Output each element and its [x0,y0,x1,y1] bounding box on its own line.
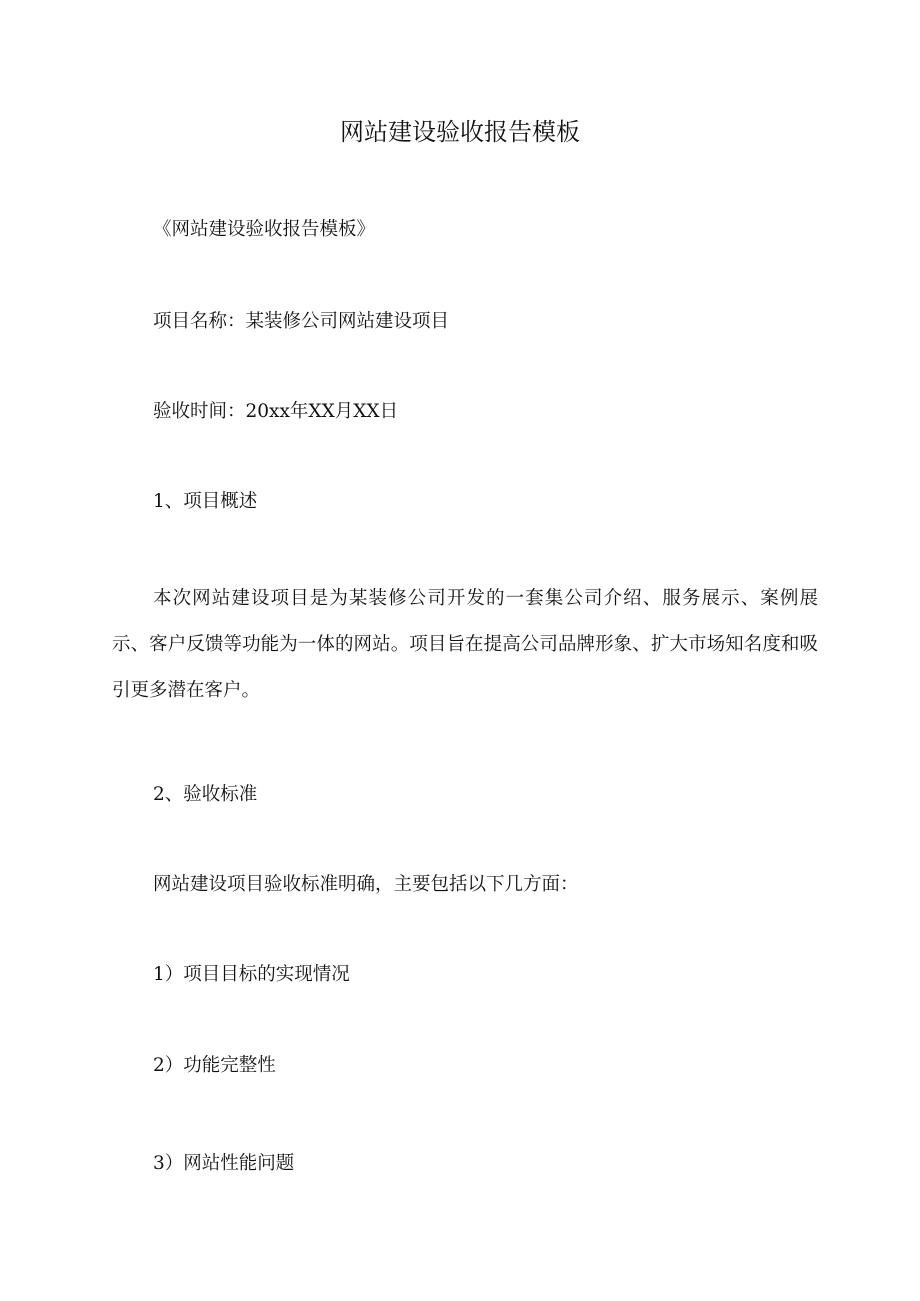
criteria-intro: 网站建设项目验收标准明确，主要包括以下几方面： [153,874,579,895]
overview-paragraph: 本次网站建设项目是为某装修公司开发的一套集公司介绍、服务展示、案例展示、客户反馈等功能为一体的网站。项目旨在提高公司品牌形象、扩大市场知名度和吸引更多潜在客户。 [112,588,818,701]
criteria-item-3: 3）网站性能问题 [153,1153,295,1174]
acceptance-time-line: 验收时间：20xx年XX月XX日 [153,401,399,422]
criteria-item-2: 2）功能完整性 [153,1055,276,1076]
criteria-item-1: 1）项目目标的实现情况 [153,964,350,985]
section-heading-criteria: 2、验收标准 [153,784,258,805]
document-title: 网站建设验收报告模板 [340,118,580,146]
document-subtitle: 《网站建设验收报告模板》 [153,219,376,240]
section-heading-overview: 1、项目概述 [153,491,258,512]
project-name-line: 项目名称：某装修公司网站建设项目 [153,311,450,332]
